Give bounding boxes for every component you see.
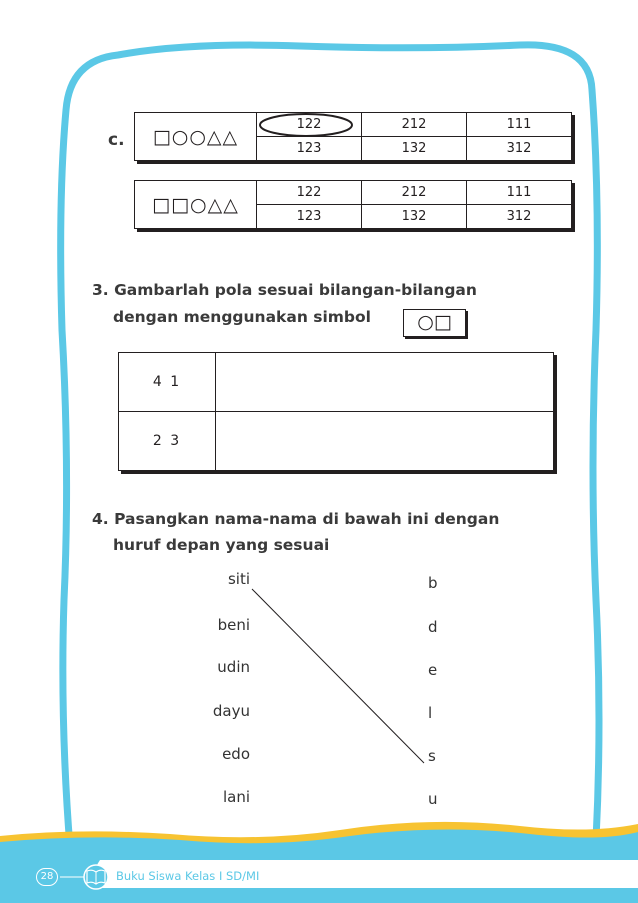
book-icon <box>84 865 108 889</box>
number-cell: 4 1 <box>119 353 216 412</box>
name-item[interactable]: edo <box>222 745 250 763</box>
shape-pattern-1: □○○△△ <box>135 113 257 161</box>
question-4-line-2: huruf depan yang sesuai <box>113 536 330 554</box>
name-item[interactable]: udin <box>217 658 250 676</box>
letter-item[interactable]: d <box>428 618 438 636</box>
shape-pattern-2: □□○△△ <box>135 181 257 229</box>
name-item[interactable]: lani <box>222 788 250 806</box>
option-cell[interactable]: 111 <box>467 113 572 137</box>
option-cell[interactable]: 122 <box>257 113 362 137</box>
pattern-table-2 <box>134 180 572 229</box>
option-cell[interactable]: 212 <box>362 113 467 137</box>
letter-item[interactable]: s <box>428 747 436 765</box>
letter-item[interactable]: u <box>428 790 438 808</box>
number-cell: 2 3 <box>119 412 216 471</box>
question-3-table <box>118 352 554 471</box>
option-cell[interactable]: 111 <box>467 181 572 205</box>
pattern-table-1 <box>134 112 572 161</box>
question-4-line-1: 4. Pasangkan nama-nama di bawah ini dengan <box>92 510 500 528</box>
letter-item[interactable]: e <box>428 661 438 679</box>
book-title: Buku Siswa Kelas I SD/MI <box>116 869 260 883</box>
name-item[interactable]: beni <box>217 616 250 634</box>
letter-item[interactable]: l <box>428 704 433 722</box>
answer-cell[interactable] <box>216 412 554 471</box>
option-cell[interactable]: 132 <box>362 137 467 161</box>
option-cell[interactable]: 312 <box>467 205 572 229</box>
problem-c-label: c. <box>108 130 125 150</box>
page-number: 28 <box>36 868 58 886</box>
question-3-line-1: 3. Gambarlah pola sesuai bilangan-bilangan <box>92 281 477 299</box>
matching-line-siti-s <box>252 589 424 763</box>
name-item[interactable]: siti <box>227 570 250 588</box>
answer-cell[interactable] <box>216 353 554 412</box>
name-item[interactable]: dayu <box>212 702 250 720</box>
option-cell[interactable]: 312 <box>467 137 572 161</box>
option-cell[interactable]: 123 <box>257 137 362 161</box>
option-cell[interactable]: 212 <box>362 181 467 205</box>
symbol-legend-box: ○□ <box>403 309 466 337</box>
option-cell[interactable]: 123 <box>257 205 362 229</box>
option-cell[interactable]: 132 <box>362 205 467 229</box>
letter-item[interactable]: b <box>428 574 438 592</box>
question-3-line-2: dengan menggunakan simbol <box>113 308 371 326</box>
option-cell[interactable]: 122 <box>257 181 362 205</box>
